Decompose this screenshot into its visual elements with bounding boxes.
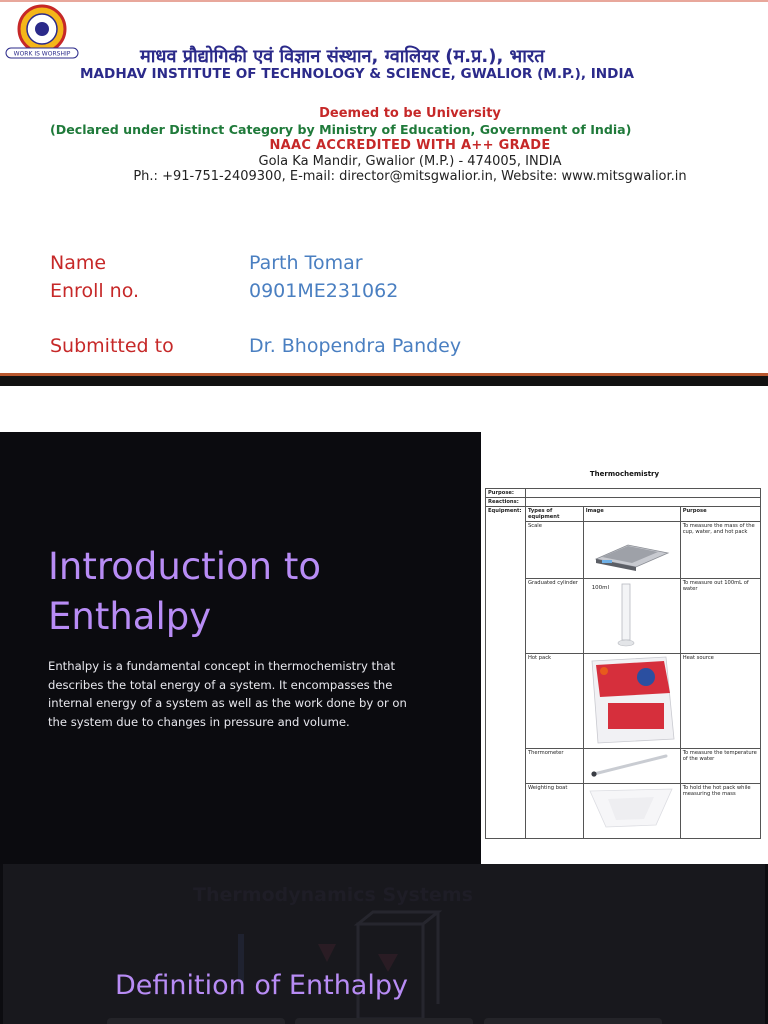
content-card <box>107 1018 285 1024</box>
declared-category-line: (Declared under Distinct Category by Ministry of Education, Government of India) <box>50 122 632 137</box>
weighing-boat-image <box>583 784 680 839</box>
contact-line: Ph.: +91-751-2409300, E-mail: director@mitsgwalior.in, Website: www.mitsgwalior.in <box>133 169 687 184</box>
enroll-value: 0901ME231062 <box>249 280 399 302</box>
worksheet-title: Thermochemistry <box>589 470 660 478</box>
logo-motto: WORK IS WORSHIP <box>13 50 71 58</box>
table-row <box>486 522 761 579</box>
content-card <box>295 1018 473 1024</box>
purpose-row-label: Purpose: <box>486 489 526 498</box>
thermodynamics-diagram-icon <box>228 904 448 1024</box>
definition-slide-panel <box>3 864 765 1024</box>
definition-title: Definition of Enthalpy <box>115 970 408 1001</box>
hot-pack-image <box>583 654 680 749</box>
name-label: Name <box>50 252 107 274</box>
institute-name-english: MADHAV INSTITUTE OF TECHNOLOGY & SCIENCE, GWALIOR (M.P.), INDIA <box>80 66 635 82</box>
row-type: Scale <box>525 522 583 579</box>
thermometer-icon <box>586 750 678 780</box>
intro-body: Enthalpy is a fundamental concept in thermochemistry that describes the total energy of a system. It encompasses the internal energy of a system as well as the work done by or on the system due to changes in pressure and volume. <box>48 659 407 729</box>
header-type: Types of equipment <box>525 507 583 522</box>
name-value: Parth Tomar <box>249 252 363 274</box>
equipment-table <box>485 488 761 839</box>
scale-icon <box>586 523 678 575</box>
top-rule <box>0 0 768 2</box>
row-type: Thermometer <box>525 749 583 784</box>
address-line: Gola Ka Mandir, Gwalior (M.P.) - 474005, INDIA <box>258 154 562 169</box>
reactions-row-label: Reactions: <box>486 498 526 507</box>
header-image: Image <box>583 507 680 522</box>
scale-image <box>583 522 680 579</box>
weighing-boat-icon <box>586 785 678 835</box>
row-purpose: To measure the temperature of the water <box>680 749 760 784</box>
header-purpose: Purpose <box>680 507 760 522</box>
table-row <box>486 749 761 784</box>
thermometer-image <box>583 749 680 784</box>
intro-slide <box>0 432 768 864</box>
deemed-university-line: Deemed to be University <box>319 106 501 121</box>
row-purpose: To hold the hot pack while measuring the mass <box>680 784 760 839</box>
enroll-label: Enroll no. <box>50 280 140 302</box>
submitted-to-label: Submitted to <box>50 335 174 357</box>
cylinder-image <box>583 579 680 654</box>
institute-name-hindi: माधव प्रौद्योगिकी एवं विज्ञान संस्थान, ग्वालियर (म.प्र.), भारत <box>140 46 545 67</box>
row-purpose: To measure out 100mL of water <box>680 579 760 654</box>
row-purpose: To measure the mass of the cup, water, and hot pack <box>680 522 760 579</box>
row-purpose: Heat source <box>680 654 760 749</box>
submitted-to-value: Dr. Bhopendra Pandey <box>249 335 462 357</box>
bottom-dark-rule <box>0 376 768 386</box>
row-type: Graduated cylinder <box>525 579 583 654</box>
naac-line: NAAC ACCREDITED WITH A++ GRADE <box>269 138 551 153</box>
background-title: Thermodynamics Systems <box>193 884 473 906</box>
row-type: Weighting boat <box>525 784 583 839</box>
title-slide <box>0 0 768 386</box>
definition-slide <box>0 864 768 1024</box>
hot-pack-icon <box>586 655 678 745</box>
institute-logo-icon <box>2 4 82 62</box>
cylinder-volume-text: 100ml <box>591 585 610 591</box>
thermochemistry-worksheet <box>481 432 768 864</box>
table-row <box>486 654 761 749</box>
equipment-row-label: Equipment: <box>486 507 526 839</box>
content-card <box>484 1018 662 1024</box>
intro-title: Introduction to Enthalpy <box>48 545 321 638</box>
table-row <box>486 579 761 654</box>
table-row <box>486 784 761 839</box>
row-type: Hot pack <box>525 654 583 749</box>
